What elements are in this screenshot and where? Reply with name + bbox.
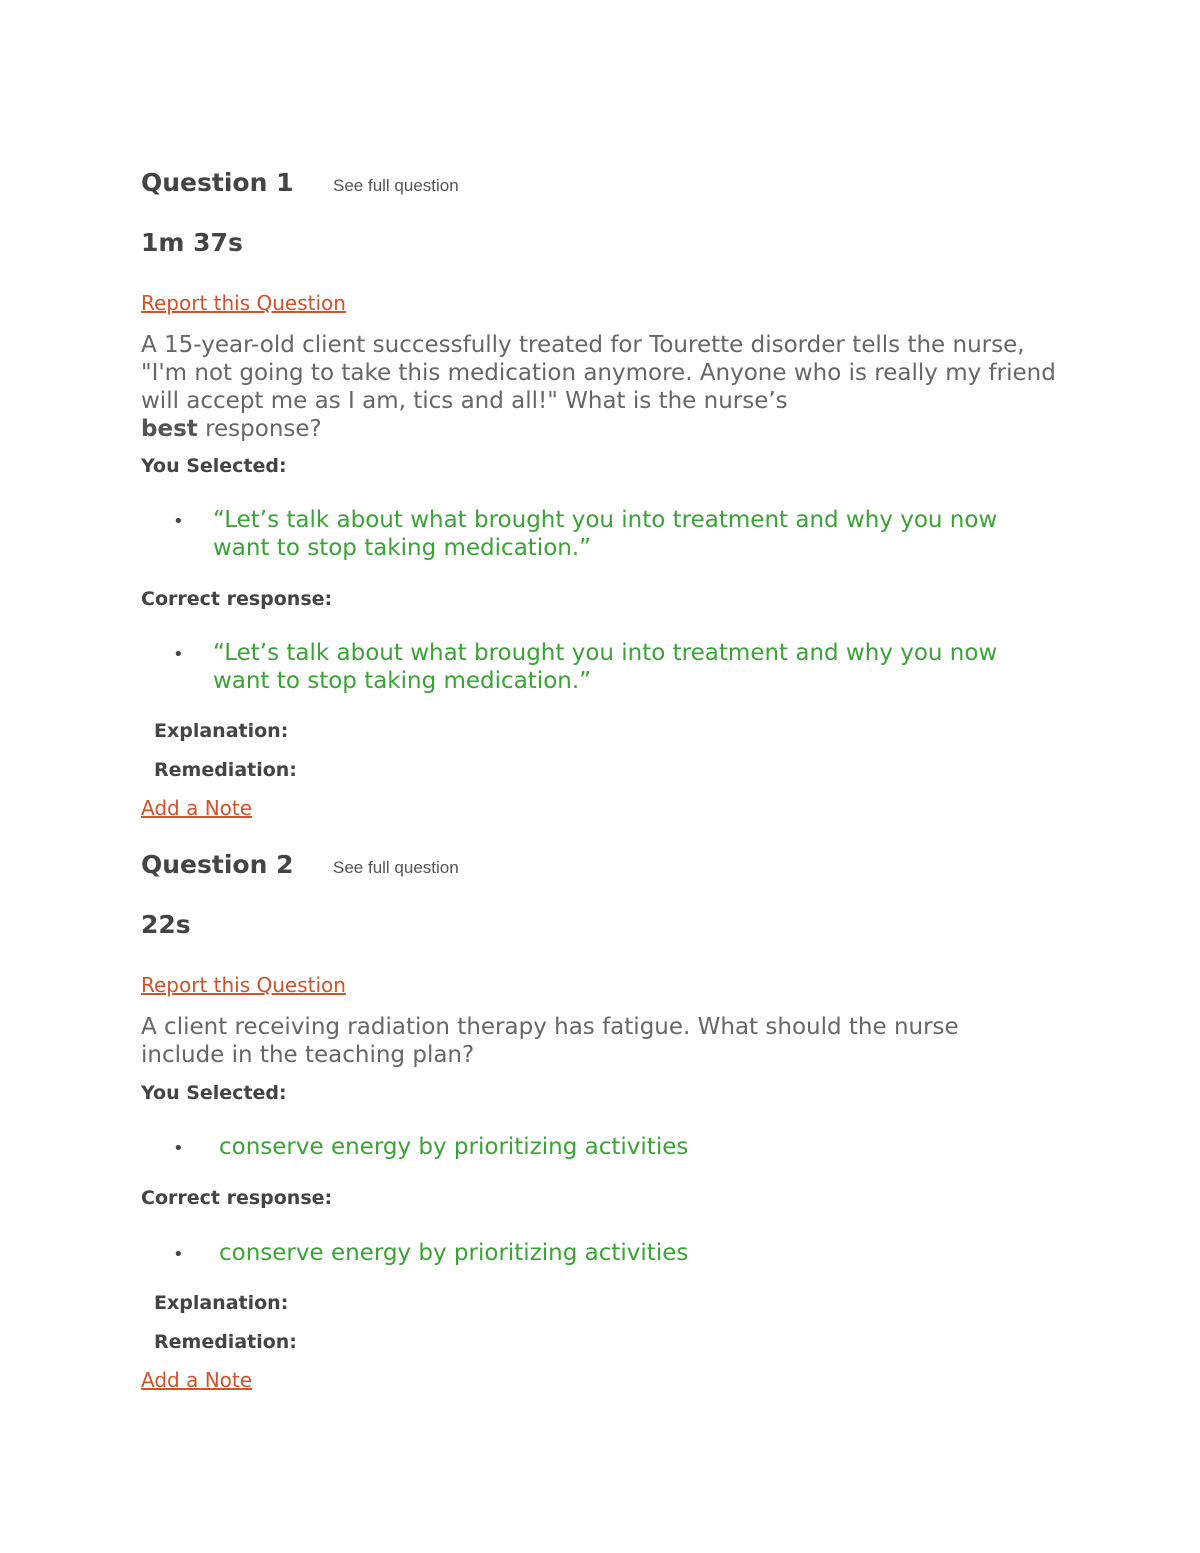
question-2-selected-answer-text: conserve energy by prioritizing activities	[219, 1134, 689, 1160]
bullet-icon: •	[173, 511, 184, 532]
question-1-correct-label: Correct response:	[141, 588, 333, 610]
question-1-add-note-link[interactable]: Add a Note	[141, 796, 253, 820]
question-2-remediation-label: Remediation:	[154, 1331, 297, 1353]
question-1-title: Question 1	[141, 168, 294, 197]
question-2-add-note-link[interactable]: Add a Note	[141, 1368, 253, 1392]
question-1-text-bold: best	[141, 416, 198, 442]
question-2-title: Question 2	[141, 850, 294, 879]
bullet-icon: •	[173, 1138, 184, 1159]
question-2-correct-answer-text: conserve energy by prioritizing activities	[219, 1240, 689, 1266]
bullet-icon: •	[173, 1244, 184, 1265]
question-2-correct-label: Correct response:	[141, 1187, 333, 1209]
bullet-icon: •	[173, 644, 184, 665]
question-2-see-full-link[interactable]: See full question	[333, 858, 459, 877]
question-2-time: 22s	[141, 910, 191, 939]
question-1-remediation-label: Remediation:	[154, 759, 297, 781]
question-1-text	[141, 331, 1071, 443]
question-1-correct-answer	[173, 639, 1033, 695]
question-1-header	[141, 168, 459, 197]
question-1-you-selected-label: You Selected:	[141, 455, 287, 477]
question-1-time: 1m 37s	[141, 228, 243, 257]
question-2-text: A client receiving radiation therapy has fatigue. What should the nurse include in the teaching plan?	[141, 1014, 959, 1068]
question-2-explanation-label: Explanation:	[154, 1292, 289, 1314]
question-1-correct-answer-text: “Let’s talk about what brought you into treatment and why you now want to stop taking medication.”	[213, 640, 998, 694]
question-1-selected-answer-text: “Let’s talk about what brought you into treatment and why you now want to stop taking medication.”	[213, 507, 998, 561]
question-2-header	[141, 850, 459, 879]
question-1-text-part1: A 15-year-old client successfully treated for Tourette disorder tells the nurse, "I'm not going to take this medication anymore. Anyone who is really my friend will accept me as I am, tics and all!" What is the nurse’s	[141, 332, 1056, 414]
question-1-report-link[interactable]: Report this Question	[141, 291, 346, 315]
question-1-selected-answer	[173, 506, 1033, 562]
question-1-explanation-label: Explanation:	[154, 720, 289, 742]
question-2-selected-answer	[173, 1133, 1033, 1161]
question-1-text-part2: response?	[205, 416, 322, 442]
question-1-see-full-link[interactable]: See full question	[333, 176, 459, 195]
question-2-correct-answer	[173, 1239, 1033, 1267]
question-2-report-link[interactable]: Report this Question	[141, 973, 346, 997]
question-2-you-selected-label: You Selected:	[141, 1082, 287, 1104]
